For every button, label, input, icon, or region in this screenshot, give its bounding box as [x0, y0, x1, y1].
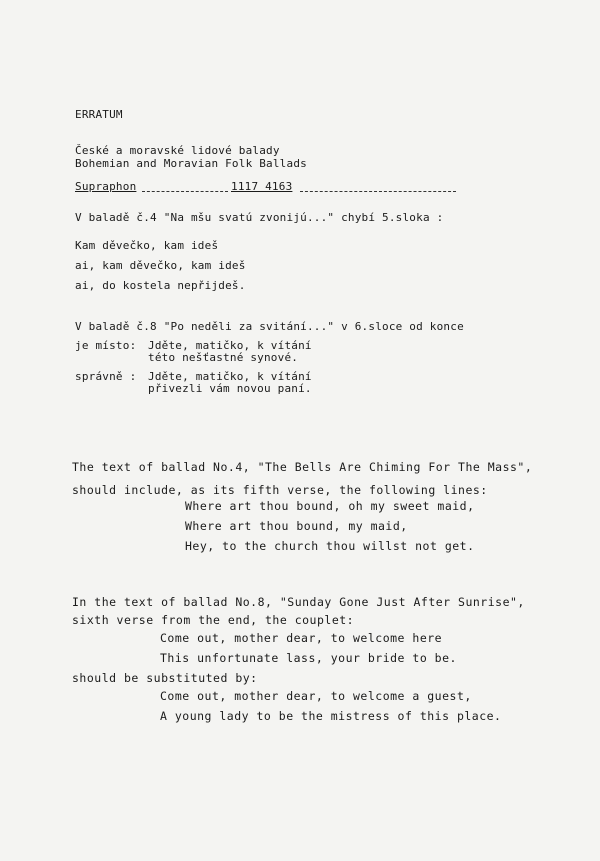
- cz-correct-line: Jděte, matičko, k vítání: [148, 370, 312, 383]
- cz-is-label: je místo:: [75, 339, 137, 352]
- en-verse-line: This unfortunate lass, your bride to be.: [160, 651, 457, 665]
- catalog-number: 1117 4163: [231, 180, 293, 193]
- en-verse-line: Where art thou bound, oh my sweet maid,: [185, 499, 475, 513]
- cz-is-line: této nešťastné synové.: [148, 351, 299, 364]
- en-verse-line: Where art thou bound, my maid,: [185, 519, 408, 533]
- en-verse-line: Come out, mother dear, to welcome a guest,: [160, 689, 472, 703]
- en-para2-line: sixth verse from the end, the couplet:: [72, 613, 355, 627]
- title-english: Bohemian and Moravian Folk Ballads: [75, 157, 307, 170]
- label-name: Supraphon: [75, 180, 137, 193]
- cz-verse-line: ai, kam děvečko, kam ideš: [75, 259, 246, 272]
- heading: ERRATUM: [75, 108, 123, 121]
- en-para2-line: In the text of ballad No.8, "Sunday Gone Just After Sunrise",: [72, 595, 525, 609]
- dashed-rule-left: [142, 191, 228, 192]
- cz-intro-1: V baladě č.4 "Na mšu svatú zvonijú..." chybí 5.sloka :: [75, 211, 444, 224]
- en-verse-line: Hey, to the church thou willst not get.: [185, 539, 475, 553]
- en-para1-line: The text of ballad No.4, "The Bells Are Chiming For The Mass",: [72, 460, 533, 474]
- cz-verse-line: ai, do kostela nepřijdeš.: [75, 279, 246, 292]
- en-verse-line: A young lady to be the mistress of this place.: [160, 709, 502, 723]
- cz-intro-2: V baladě č.8 "Po neděli za svitání..." v 6.sloce od konce: [75, 320, 464, 333]
- cz-is-line: Jděte, matičko, k vítání: [148, 339, 312, 352]
- title-czech: České a moravské lidové balady: [75, 144, 280, 157]
- cz-verse-line: Kam děvečko, kam ideš: [75, 239, 219, 252]
- en-substitute-label: should be substituted by:: [72, 671, 258, 685]
- dashed-rule-right: [300, 191, 456, 192]
- cz-correct-label: správně :: [75, 370, 137, 383]
- en-verse-line: Come out, mother dear, to welcome here: [160, 631, 443, 645]
- en-para1-line: should include, as its fifth verse, the following lines:: [72, 483, 488, 497]
- cz-correct-line: přivezli vám novou paní.: [148, 382, 312, 395]
